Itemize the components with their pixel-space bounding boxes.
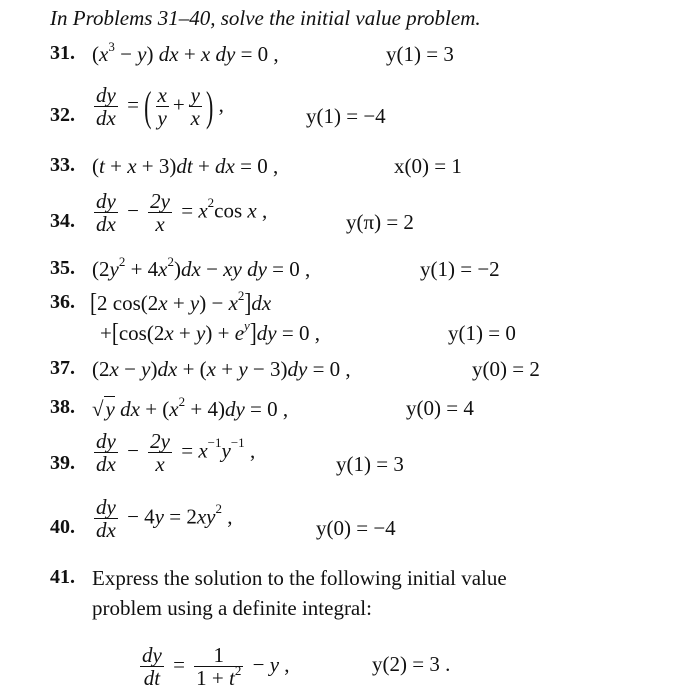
initial-condition: x(0) = 1 (394, 154, 462, 178)
initial-condition: y(0) = −4 (316, 516, 396, 540)
section-heading: In Problems 31–40, solve the initial value problem. (50, 6, 481, 30)
initial-condition: y(1) = −4 (306, 104, 386, 128)
equation-line-1: [2 $\cos(2x + y) - x^2]dx$ (90, 287, 272, 318)
equation: $\frac{dy}{dx}$ = ( $\frac{x}{y}$ + $\frac{y}{x}$ ) , (96, 81, 224, 130)
problem-number: 40. (50, 516, 75, 538)
problem-number: 41. (50, 566, 75, 588)
problem-number: 34. (50, 210, 75, 232)
problem-number: 33. (50, 154, 75, 176)
initial-condition: y(1) = 3 (386, 42, 454, 66)
problem-number: 31. (50, 42, 75, 64)
problem-text-line-1: Express the solution to the following initial value (92, 566, 507, 590)
initial-condition: y(0) = 2 (472, 357, 540, 381)
initial-condition: y(0) = 4 (406, 396, 474, 420)
initial-condition: y(1) = −2 (420, 257, 500, 281)
problem-number: 35. (50, 257, 75, 279)
initial-condition: y(1) = 0 (448, 321, 516, 345)
problem-number: 39. (50, 452, 75, 474)
equation: $\frac{dy}{dx}$ − $\frac{2y}{x}$ = $x^{-1}y^{-1}$ , (96, 429, 256, 476)
equation: $(2y^2 + 4x^2)dx$ − xy dy = 0 , (92, 254, 311, 281)
equation: √y dx + $(x^2 + 4)dy = 0$ , (92, 394, 289, 421)
problem-number: 36. (50, 291, 75, 313)
problem-number: 32. (50, 104, 75, 126)
initial-condition: y(2) = 3 . (372, 652, 451, 676)
initial-condition: y(π) = 2 (346, 210, 414, 234)
equation: $(x^3 - y)$ dx + x dy = 0 , (92, 39, 279, 66)
initial-condition: y(1) = 3 (336, 452, 404, 476)
equation: $\frac{dy}{dt}$ = $\frac{1}{1 + t^2}$ − y , (142, 643, 290, 690)
problem-number: 37. (50, 357, 75, 379)
problem-text-line-2: problem using a definite integral: (92, 596, 372, 620)
problem-number: 38. (50, 396, 75, 418)
equation: (2x − y)dx + (x + y − 3)dy = 0 , (92, 357, 351, 381)
equation: $\frac{dy}{dx}$ − $4y = 2xy^2$ , (96, 495, 233, 542)
equation-line-2: $+[\cos(2x + y) + e^y]dy = 0$ , (100, 317, 320, 348)
equation: (t + x + 3)dt + dx = 0 , (92, 154, 279, 178)
equation: $\frac{dy}{dx}$ − $\frac{2y}{x}$ = $x^2\cos$ x , (96, 189, 268, 236)
